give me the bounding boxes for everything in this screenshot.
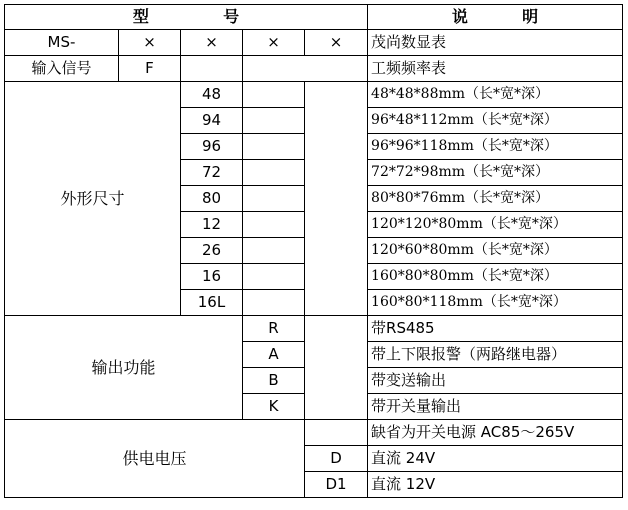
dimension-code: 12 <box>181 212 243 238</box>
input-signal-empty-1 <box>181 56 243 82</box>
power-label: 供电电压 <box>5 420 305 498</box>
ms-placeholder-2: × <box>181 30 243 56</box>
dimension-code: 72 <box>181 160 243 186</box>
ms-description: 茂尚数显表 <box>368 30 623 56</box>
dimension-description: 80*80*76mm（长*宽*深） <box>368 186 623 212</box>
input-signal-description: 工频频率表 <box>368 56 623 82</box>
dimension-description: 72*72*98mm（长*宽*深） <box>368 160 623 186</box>
input-signal-label: 输入信号 <box>5 56 119 82</box>
ms-code: MS- <box>5 30 119 56</box>
output-empty-col <box>305 316 368 420</box>
power-description: 直流 12V <box>368 472 623 498</box>
dimension-empty <box>243 212 305 238</box>
ms-row <box>5 30 623 56</box>
power-row <box>5 420 623 446</box>
dimension-description: 48*48*88mm（长*宽*深） <box>368 82 623 108</box>
dimension-description: 160*80*80mm（长*宽*深） <box>368 264 623 290</box>
output-row <box>5 316 623 342</box>
ms-placeholder-4: × <box>305 30 368 56</box>
dimension-code: 48 <box>181 82 243 108</box>
dimension-description: 120*120*80mm（长*宽*深） <box>368 212 623 238</box>
dimension-description: 96*96*118mm（长*宽*深） <box>368 134 623 160</box>
dimension-code: 80 <box>181 186 243 212</box>
header-row <box>5 5 623 30</box>
ms-placeholder-1: × <box>119 30 181 56</box>
dimension-empty <box>243 134 305 160</box>
output-description: 带RS485 <box>368 316 623 342</box>
dimension-empty <box>243 160 305 186</box>
output-label: 输出功能 <box>5 316 243 420</box>
output-code: A <box>243 342 305 368</box>
dimension-empty <box>243 264 305 290</box>
header-model <box>5 5 368 30</box>
header-desc-left: 说 <box>451 7 468 26</box>
dimension-code: 26 <box>181 238 243 264</box>
dimension-empty <box>243 82 305 108</box>
dimensions-empty-col <box>305 82 368 316</box>
dimension-description: 160*80*118mm（长*宽*深） <box>368 290 623 316</box>
dimensions-label: 外形尺寸 <box>5 82 181 316</box>
input-signal-row <box>5 56 623 82</box>
output-code: B <box>243 368 305 394</box>
output-code: R <box>243 316 305 342</box>
output-description: 带开关量输出 <box>368 394 623 420</box>
dimension-empty <box>243 238 305 264</box>
power-code: D1 <box>305 472 368 498</box>
header-description <box>368 5 623 30</box>
power-description: 直流 24V <box>368 446 623 472</box>
header-model-left: 型 <box>132 7 149 26</box>
dimension-description: 96*48*112mm（长*宽*深） <box>368 108 623 134</box>
output-description: 带上下限报警（两路继电器） <box>368 342 623 368</box>
dimension-code: 16 <box>181 264 243 290</box>
dimension-row <box>5 82 623 108</box>
dimension-code: 94 <box>181 108 243 134</box>
dimension-code: 16L <box>181 290 243 316</box>
header-desc-right: 明 <box>522 7 539 26</box>
power-code <box>305 420 368 446</box>
output-description: 带变送输出 <box>368 368 623 394</box>
dimension-code: 96 <box>181 134 243 160</box>
ms-placeholder-3: × <box>243 30 305 56</box>
power-description: 缺省为开关电源 AC85～265V <box>368 420 623 446</box>
dimension-empty <box>243 290 305 316</box>
input-signal-empty-2 <box>243 56 368 82</box>
input-signal-code: F <box>119 56 181 82</box>
dimension-empty <box>243 186 305 212</box>
dimension-empty <box>243 108 305 134</box>
output-code: K <box>243 394 305 420</box>
model-spec-table <box>4 4 623 498</box>
dimension-description: 120*60*80mm（长*宽*深） <box>368 238 623 264</box>
power-code: D <box>305 446 368 472</box>
header-model-right: 号 <box>223 7 240 26</box>
